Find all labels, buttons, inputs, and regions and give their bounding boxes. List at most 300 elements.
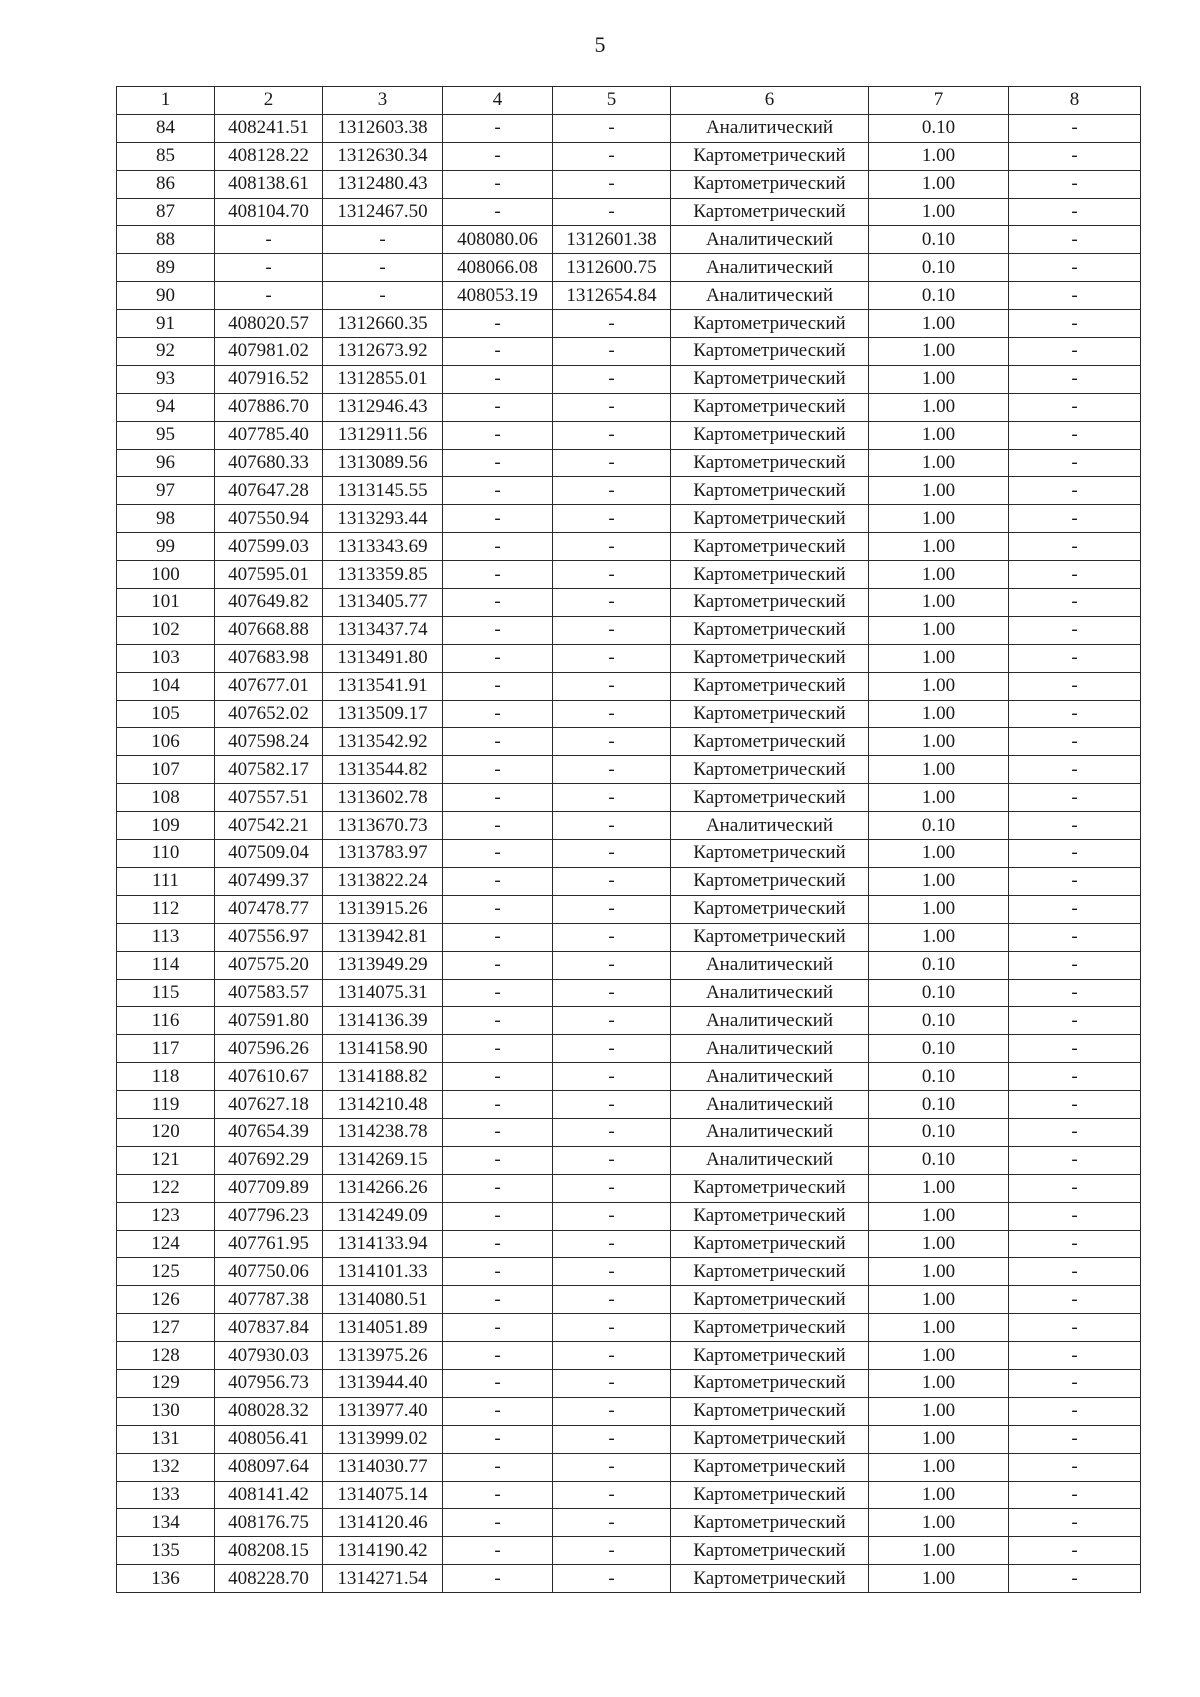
note-cell: - bbox=[1009, 533, 1141, 561]
accuracy-cell: 1.00 bbox=[869, 616, 1009, 644]
note-cell: - bbox=[1009, 1007, 1141, 1035]
point-number-cell: 102 bbox=[117, 616, 215, 644]
table-row bbox=[117, 923, 1141, 951]
x-coordinate-cell: 407583.57 bbox=[215, 979, 323, 1007]
note-cell: - bbox=[1009, 1118, 1141, 1146]
accuracy-cell: 1.00 bbox=[869, 533, 1009, 561]
y-coordinate-cell: 1313977.40 bbox=[323, 1397, 443, 1425]
note-cell: - bbox=[1009, 449, 1141, 477]
x-coordinate-alt-cell: 408053.19 bbox=[443, 282, 553, 310]
accuracy-cell: 1.00 bbox=[869, 1565, 1009, 1593]
point-number-cell: 117 bbox=[117, 1035, 215, 1063]
x-coordinate-alt-cell: - bbox=[443, 198, 553, 226]
method-cell: Картометрический bbox=[671, 728, 869, 756]
table-row bbox=[117, 672, 1141, 700]
x-coordinate-cell: 407916.52 bbox=[215, 365, 323, 393]
x-coordinate-alt-cell: - bbox=[443, 1118, 553, 1146]
accuracy-cell: 0.10 bbox=[869, 1091, 1009, 1119]
y-coordinate-alt-cell: - bbox=[553, 1091, 671, 1119]
note-cell: - bbox=[1009, 1342, 1141, 1370]
x-coordinate-cell: 407509.04 bbox=[215, 840, 323, 868]
accuracy-cell: 1.00 bbox=[869, 728, 1009, 756]
x-coordinate-cell: 407652.02 bbox=[215, 700, 323, 728]
method-cell: Аналитический bbox=[671, 979, 869, 1007]
x-coordinate-alt-cell: - bbox=[443, 1230, 553, 1258]
note-cell: - bbox=[1009, 728, 1141, 756]
x-coordinate-alt-cell: - bbox=[443, 812, 553, 840]
point-number-cell: 123 bbox=[117, 1202, 215, 1230]
method-cell: Аналитический bbox=[671, 282, 869, 310]
accuracy-cell: 1.00 bbox=[869, 644, 1009, 672]
method-cell: Картометрический bbox=[671, 616, 869, 644]
y-coordinate-cell: - bbox=[323, 226, 443, 254]
x-coordinate-alt-cell: 408080.06 bbox=[443, 226, 553, 254]
x-coordinate-alt-cell: - bbox=[443, 1286, 553, 1314]
y-coordinate-alt-cell: - bbox=[553, 589, 671, 617]
note-cell: - bbox=[1009, 477, 1141, 505]
x-coordinate-cell: 408241.51 bbox=[215, 114, 323, 142]
note-cell: - bbox=[1009, 1369, 1141, 1397]
x-coordinate-cell: 407550.94 bbox=[215, 505, 323, 533]
y-coordinate-alt-cell: - bbox=[553, 1174, 671, 1202]
point-number-cell: 86 bbox=[117, 170, 215, 198]
x-coordinate-alt-cell: - bbox=[443, 1202, 553, 1230]
accuracy-cell: 1.00 bbox=[869, 589, 1009, 617]
point-number-cell: 132 bbox=[117, 1453, 215, 1481]
x-coordinate-alt-cell: - bbox=[443, 114, 553, 142]
x-coordinate-cell: 407785.40 bbox=[215, 421, 323, 449]
note-cell: - bbox=[1009, 812, 1141, 840]
accuracy-cell: 0.10 bbox=[869, 1007, 1009, 1035]
x-coordinate-alt-cell: - bbox=[443, 895, 553, 923]
table-row bbox=[117, 338, 1141, 366]
accuracy-cell: 1.00 bbox=[869, 365, 1009, 393]
note-cell: - bbox=[1009, 561, 1141, 589]
x-coordinate-alt-cell: - bbox=[443, 589, 553, 617]
point-number-cell: 124 bbox=[117, 1230, 215, 1258]
method-cell: Аналитический bbox=[671, 1063, 869, 1091]
x-coordinate-cell: - bbox=[215, 226, 323, 254]
note-cell: - bbox=[1009, 616, 1141, 644]
x-coordinate-alt-cell: - bbox=[443, 979, 553, 1007]
x-coordinate-cell: - bbox=[215, 282, 323, 310]
x-coordinate-alt-cell: - bbox=[443, 867, 553, 895]
method-cell: Картометрический bbox=[671, 170, 869, 198]
x-coordinate-alt-cell: - bbox=[443, 1035, 553, 1063]
point-number-cell: 126 bbox=[117, 1286, 215, 1314]
x-coordinate-alt-cell: - bbox=[443, 1509, 553, 1537]
method-cell: Картометрический bbox=[671, 644, 869, 672]
table-row bbox=[117, 1565, 1141, 1593]
x-coordinate-alt-cell: - bbox=[443, 477, 553, 505]
method-cell: Картометрический bbox=[671, 923, 869, 951]
table-row bbox=[117, 840, 1141, 868]
note-cell: - bbox=[1009, 784, 1141, 812]
accuracy-cell: 0.10 bbox=[869, 114, 1009, 142]
x-coordinate-alt-cell: - bbox=[443, 1174, 553, 1202]
method-cell: Картометрический bbox=[671, 1481, 869, 1509]
x-coordinate-alt-cell: - bbox=[443, 756, 553, 784]
y-coordinate-cell: 1314271.54 bbox=[323, 1565, 443, 1593]
y-coordinate-alt-cell: - bbox=[553, 310, 671, 338]
method-cell: Картометрический bbox=[671, 198, 869, 226]
y-coordinate-alt-cell: - bbox=[553, 477, 671, 505]
y-coordinate-alt-cell: - bbox=[553, 1258, 671, 1286]
accuracy-cell: 0.10 bbox=[869, 1146, 1009, 1174]
accuracy-cell: 1.00 bbox=[869, 1258, 1009, 1286]
x-coordinate-cell: 407654.39 bbox=[215, 1118, 323, 1146]
accuracy-cell: 1.00 bbox=[869, 170, 1009, 198]
accuracy-cell: 1.00 bbox=[869, 1509, 1009, 1537]
x-coordinate-alt-cell: - bbox=[443, 1565, 553, 1593]
y-coordinate-cell: 1313541.91 bbox=[323, 672, 443, 700]
y-coordinate-cell: 1313915.26 bbox=[323, 895, 443, 923]
x-coordinate-alt-cell: - bbox=[443, 1369, 553, 1397]
y-coordinate-cell: 1314136.39 bbox=[323, 1007, 443, 1035]
table-row bbox=[117, 728, 1141, 756]
note-cell: - bbox=[1009, 589, 1141, 617]
accuracy-cell: 1.00 bbox=[869, 1397, 1009, 1425]
note-cell: - bbox=[1009, 226, 1141, 254]
note-cell: - bbox=[1009, 1146, 1141, 1174]
accuracy-cell: 1.00 bbox=[869, 840, 1009, 868]
note-cell: - bbox=[1009, 1286, 1141, 1314]
point-number-cell: 127 bbox=[117, 1314, 215, 1342]
y-coordinate-alt-cell: - bbox=[553, 1369, 671, 1397]
table-row bbox=[117, 254, 1141, 282]
table-row bbox=[117, 1314, 1141, 1342]
y-coordinate-cell: 1313975.26 bbox=[323, 1342, 443, 1370]
note-cell: - bbox=[1009, 672, 1141, 700]
point-number-cell: 129 bbox=[117, 1369, 215, 1397]
point-number-cell: 108 bbox=[117, 784, 215, 812]
point-number-cell: 113 bbox=[117, 923, 215, 951]
y-coordinate-alt-cell: - bbox=[553, 1425, 671, 1453]
accuracy-cell: 1.00 bbox=[869, 784, 1009, 812]
method-cell: Аналитический bbox=[671, 1146, 869, 1174]
x-coordinate-cell: 407677.01 bbox=[215, 672, 323, 700]
x-coordinate-alt-cell: - bbox=[443, 393, 553, 421]
accuracy-cell: 1.00 bbox=[869, 1453, 1009, 1481]
y-coordinate-cell: 1313509.17 bbox=[323, 700, 443, 728]
table-row bbox=[117, 365, 1141, 393]
y-coordinate-alt-cell: - bbox=[553, 1286, 671, 1314]
y-coordinate-alt-cell: 1312600.75 bbox=[553, 254, 671, 282]
y-coordinate-cell: 1312946.43 bbox=[323, 393, 443, 421]
point-number-cell: 87 bbox=[117, 198, 215, 226]
y-coordinate-cell: 1313942.81 bbox=[323, 923, 443, 951]
y-coordinate-alt-cell: - bbox=[553, 812, 671, 840]
method-cell: Картометрический bbox=[671, 867, 869, 895]
method-cell: Картометрический bbox=[671, 840, 869, 868]
table-row bbox=[117, 756, 1141, 784]
y-coordinate-alt-cell: - bbox=[553, 1007, 671, 1035]
accuracy-cell: 1.00 bbox=[869, 198, 1009, 226]
y-coordinate-alt-cell: 1312601.38 bbox=[553, 226, 671, 254]
method-cell: Аналитический bbox=[671, 812, 869, 840]
y-coordinate-cell: 1312480.43 bbox=[323, 170, 443, 198]
table-row bbox=[117, 1035, 1141, 1063]
x-coordinate-alt-cell: - bbox=[443, 338, 553, 366]
y-coordinate-alt-cell: - bbox=[553, 1397, 671, 1425]
point-number-cell: 130 bbox=[117, 1397, 215, 1425]
accuracy-cell: 1.00 bbox=[869, 700, 1009, 728]
table-row bbox=[117, 1258, 1141, 1286]
table-row bbox=[117, 198, 1141, 226]
point-number-cell: 107 bbox=[117, 756, 215, 784]
y-coordinate-cell: 1314249.09 bbox=[323, 1202, 443, 1230]
y-coordinate-alt-cell: - bbox=[553, 338, 671, 366]
y-coordinate-alt-cell: - bbox=[553, 533, 671, 561]
y-coordinate-cell: 1313999.02 bbox=[323, 1425, 443, 1453]
table-row bbox=[117, 421, 1141, 449]
y-coordinate-alt-cell: - bbox=[553, 1063, 671, 1091]
table-row bbox=[117, 1118, 1141, 1146]
y-coordinate-cell: 1314133.94 bbox=[323, 1230, 443, 1258]
x-coordinate-cell: - bbox=[215, 254, 323, 282]
x-coordinate-alt-cell: - bbox=[443, 1397, 553, 1425]
accuracy-cell: 0.10 bbox=[869, 1063, 1009, 1091]
y-coordinate-cell: 1314051.89 bbox=[323, 1314, 443, 1342]
point-number-cell: 121 bbox=[117, 1146, 215, 1174]
y-coordinate-alt-cell: - bbox=[553, 1481, 671, 1509]
x-coordinate-cell: 407557.51 bbox=[215, 784, 323, 812]
x-coordinate-cell: 408128.22 bbox=[215, 142, 323, 170]
note-cell: - bbox=[1009, 1565, 1141, 1593]
point-number-cell: 110 bbox=[117, 840, 215, 868]
point-number-cell: 100 bbox=[117, 561, 215, 589]
method-cell: Аналитический bbox=[671, 1007, 869, 1035]
y-coordinate-cell: 1312660.35 bbox=[323, 310, 443, 338]
point-number-cell: 99 bbox=[117, 533, 215, 561]
y-coordinate-cell: 1313602.78 bbox=[323, 784, 443, 812]
method-cell: Картометрический bbox=[671, 505, 869, 533]
x-coordinate-cell: 407649.82 bbox=[215, 589, 323, 617]
point-number-cell: 135 bbox=[117, 1537, 215, 1565]
y-coordinate-cell: 1314080.51 bbox=[323, 1286, 443, 1314]
note-cell: - bbox=[1009, 254, 1141, 282]
y-coordinate-cell: 1314120.46 bbox=[323, 1509, 443, 1537]
y-coordinate-alt-cell: - bbox=[553, 700, 671, 728]
y-coordinate-cell: 1313491.80 bbox=[323, 644, 443, 672]
y-coordinate-cell: 1314075.14 bbox=[323, 1481, 443, 1509]
method-cell: Картометрический bbox=[671, 1174, 869, 1202]
y-coordinate-alt-cell: - bbox=[553, 449, 671, 477]
point-number-cell: 93 bbox=[117, 365, 215, 393]
point-number-cell: 114 bbox=[117, 951, 215, 979]
point-number-cell: 101 bbox=[117, 589, 215, 617]
y-coordinate-cell: 1313343.69 bbox=[323, 533, 443, 561]
method-cell: Картометрический bbox=[671, 1453, 869, 1481]
x-coordinate-cell: 407956.73 bbox=[215, 1369, 323, 1397]
method-cell: Картометрический bbox=[671, 561, 869, 589]
point-number-cell: 106 bbox=[117, 728, 215, 756]
table-row bbox=[117, 310, 1141, 338]
x-coordinate-alt-cell: - bbox=[443, 1146, 553, 1174]
y-coordinate-cell: 1313405.77 bbox=[323, 589, 443, 617]
x-coordinate-alt-cell: - bbox=[443, 1091, 553, 1119]
point-number-cell: 96 bbox=[117, 449, 215, 477]
x-coordinate-cell: 408138.61 bbox=[215, 170, 323, 198]
y-coordinate-alt-cell: - bbox=[553, 728, 671, 756]
method-cell: Аналитический bbox=[671, 226, 869, 254]
accuracy-cell: 1.00 bbox=[869, 477, 1009, 505]
accuracy-cell: 1.00 bbox=[869, 1314, 1009, 1342]
table-row bbox=[117, 1202, 1141, 1230]
table-row bbox=[117, 561, 1141, 589]
method-cell: Аналитический bbox=[671, 254, 869, 282]
column-header: 5 bbox=[553, 87, 671, 115]
y-coordinate-alt-cell: - bbox=[553, 142, 671, 170]
y-coordinate-alt-cell: - bbox=[553, 979, 671, 1007]
accuracy-cell: 0.10 bbox=[869, 1035, 1009, 1063]
note-cell: - bbox=[1009, 895, 1141, 923]
x-coordinate-alt-cell: - bbox=[443, 365, 553, 393]
page-number: 5 bbox=[594, 32, 606, 57]
y-coordinate-alt-cell: - bbox=[553, 784, 671, 812]
point-number-cell: 125 bbox=[117, 1258, 215, 1286]
x-coordinate-alt-cell: - bbox=[443, 672, 553, 700]
accuracy-cell: 0.10 bbox=[869, 979, 1009, 1007]
x-coordinate-cell: 408141.42 bbox=[215, 1481, 323, 1509]
y-coordinate-cell: - bbox=[323, 254, 443, 282]
y-coordinate-alt-cell: - bbox=[553, 1453, 671, 1481]
column-header: 1 bbox=[117, 87, 215, 115]
y-coordinate-alt-cell: - bbox=[553, 1202, 671, 1230]
table-row bbox=[117, 1146, 1141, 1174]
x-coordinate-cell: 408228.70 bbox=[215, 1565, 323, 1593]
x-coordinate-cell: 407627.18 bbox=[215, 1091, 323, 1119]
table-row bbox=[117, 226, 1141, 254]
x-coordinate-cell: 407680.33 bbox=[215, 449, 323, 477]
y-coordinate-cell: 1314190.42 bbox=[323, 1537, 443, 1565]
y-coordinate-alt-cell: - bbox=[553, 1230, 671, 1258]
x-coordinate-alt-cell: - bbox=[443, 1425, 553, 1453]
table-row bbox=[117, 393, 1141, 421]
y-coordinate-cell: 1313293.44 bbox=[323, 505, 443, 533]
method-cell: Картометрический bbox=[671, 589, 869, 617]
x-coordinate-cell: 407796.23 bbox=[215, 1202, 323, 1230]
x-coordinate-cell: 407709.89 bbox=[215, 1174, 323, 1202]
point-number-cell: 89 bbox=[117, 254, 215, 282]
accuracy-cell: 1.00 bbox=[869, 1537, 1009, 1565]
accuracy-cell: 0.10 bbox=[869, 812, 1009, 840]
note-cell: - bbox=[1009, 756, 1141, 784]
point-number-cell: 105 bbox=[117, 700, 215, 728]
x-coordinate-cell: 407610.67 bbox=[215, 1063, 323, 1091]
x-coordinate-cell: 407575.20 bbox=[215, 951, 323, 979]
note-cell: - bbox=[1009, 951, 1141, 979]
x-coordinate-cell: 407598.24 bbox=[215, 728, 323, 756]
table-row bbox=[117, 1174, 1141, 1202]
x-coordinate-cell: 407761.95 bbox=[215, 1230, 323, 1258]
y-coordinate-alt-cell: - bbox=[553, 951, 671, 979]
note-cell: - bbox=[1009, 310, 1141, 338]
note-cell: - bbox=[1009, 1202, 1141, 1230]
note-cell: - bbox=[1009, 1397, 1141, 1425]
accuracy-cell: 1.00 bbox=[869, 1174, 1009, 1202]
table-row bbox=[117, 1342, 1141, 1370]
x-coordinate-cell: 407582.17 bbox=[215, 756, 323, 784]
y-coordinate-cell: 1313783.97 bbox=[323, 840, 443, 868]
accuracy-cell: 1.00 bbox=[869, 1425, 1009, 1453]
y-coordinate-alt-cell: - bbox=[553, 616, 671, 644]
table-row bbox=[117, 282, 1141, 310]
method-cell: Картометрический bbox=[671, 700, 869, 728]
method-cell: Картометрический bbox=[671, 756, 869, 784]
y-coordinate-cell: 1314101.33 bbox=[323, 1258, 443, 1286]
table-row bbox=[117, 589, 1141, 617]
method-cell: Аналитический bbox=[671, 951, 869, 979]
x-coordinate-alt-cell: - bbox=[443, 1453, 553, 1481]
accuracy-cell: 1.00 bbox=[869, 338, 1009, 366]
y-coordinate-cell: 1313089.56 bbox=[323, 449, 443, 477]
note-cell: - bbox=[1009, 114, 1141, 142]
y-coordinate-cell: 1314266.26 bbox=[323, 1174, 443, 1202]
y-coordinate-alt-cell: - bbox=[553, 170, 671, 198]
table-row bbox=[117, 1425, 1141, 1453]
note-cell: - bbox=[1009, 1035, 1141, 1063]
y-coordinate-cell: 1312911.56 bbox=[323, 421, 443, 449]
y-coordinate-alt-cell: - bbox=[553, 895, 671, 923]
column-header: 7 bbox=[869, 87, 1009, 115]
y-coordinate-alt-cell: - bbox=[553, 198, 671, 226]
point-number-cell: 122 bbox=[117, 1174, 215, 1202]
point-number-cell: 97 bbox=[117, 477, 215, 505]
accuracy-cell: 0.10 bbox=[869, 226, 1009, 254]
table-row bbox=[117, 979, 1141, 1007]
table-row bbox=[117, 142, 1141, 170]
x-coordinate-alt-cell: - bbox=[443, 840, 553, 868]
point-number-cell: 103 bbox=[117, 644, 215, 672]
note-cell: - bbox=[1009, 170, 1141, 198]
method-cell: Картометрический bbox=[671, 1314, 869, 1342]
y-coordinate-alt-cell: - bbox=[553, 1537, 671, 1565]
x-coordinate-alt-cell: - bbox=[443, 700, 553, 728]
x-coordinate-cell: 408104.70 bbox=[215, 198, 323, 226]
method-cell: Картометрический bbox=[671, 1258, 869, 1286]
y-coordinate-alt-cell: - bbox=[553, 1342, 671, 1370]
y-coordinate-alt-cell: - bbox=[553, 867, 671, 895]
note-cell: - bbox=[1009, 338, 1141, 366]
x-coordinate-alt-cell: - bbox=[443, 170, 553, 198]
method-cell: Картометрический bbox=[671, 784, 869, 812]
y-coordinate-alt-cell: - bbox=[553, 393, 671, 421]
method-cell: Аналитический bbox=[671, 1091, 869, 1119]
x-coordinate-alt-cell: - bbox=[443, 1481, 553, 1509]
note-cell: - bbox=[1009, 1063, 1141, 1091]
x-coordinate-alt-cell: - bbox=[443, 1314, 553, 1342]
method-cell: Картометрический bbox=[671, 1230, 869, 1258]
accuracy-cell: 1.00 bbox=[869, 561, 1009, 589]
y-coordinate-alt-cell: - bbox=[553, 1146, 671, 1174]
point-number-cell: 92 bbox=[117, 338, 215, 366]
y-coordinate-cell: 1314075.31 bbox=[323, 979, 443, 1007]
y-coordinate-cell: 1314158.90 bbox=[323, 1035, 443, 1063]
x-coordinate-cell: 407591.80 bbox=[215, 1007, 323, 1035]
x-coordinate-cell: 407886.70 bbox=[215, 393, 323, 421]
table-row bbox=[117, 1007, 1141, 1035]
point-number-cell: 112 bbox=[117, 895, 215, 923]
point-number-cell: 128 bbox=[117, 1342, 215, 1370]
method-cell: Картометрический bbox=[671, 1397, 869, 1425]
note-cell: - bbox=[1009, 393, 1141, 421]
note-cell: - bbox=[1009, 1258, 1141, 1286]
point-number-cell: 98 bbox=[117, 505, 215, 533]
table-row bbox=[117, 644, 1141, 672]
x-coordinate-cell: 407668.88 bbox=[215, 616, 323, 644]
point-number-cell: 85 bbox=[117, 142, 215, 170]
